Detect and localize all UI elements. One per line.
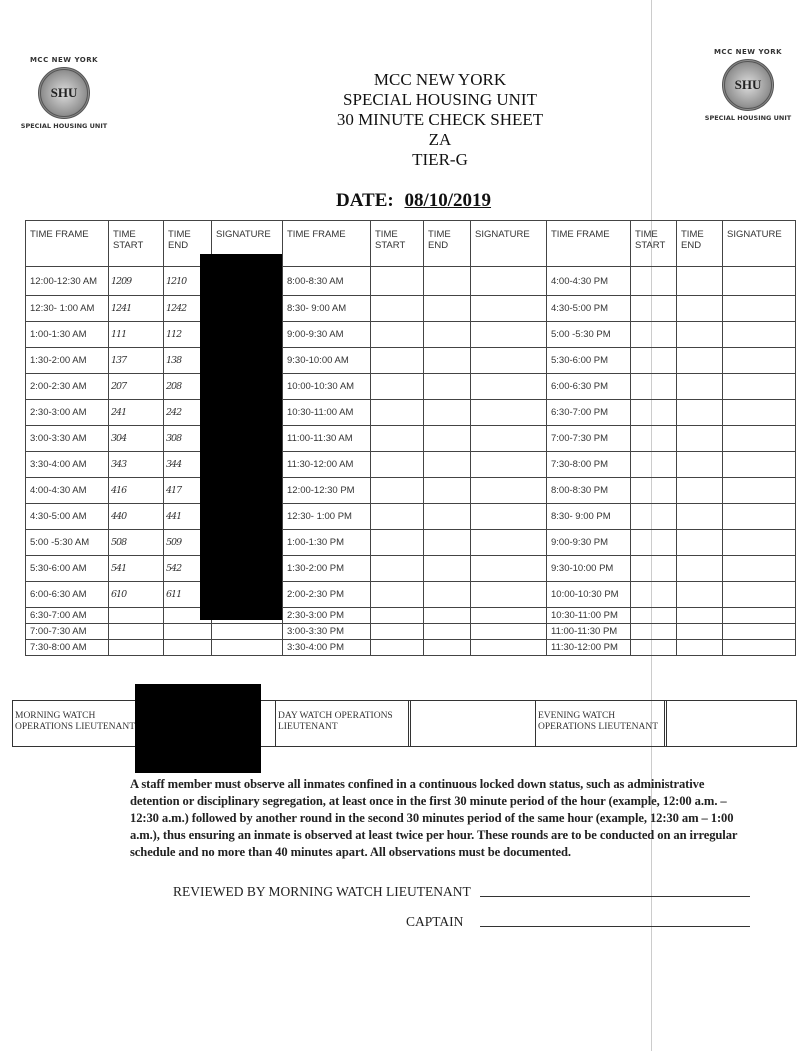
- signature-cell: [471, 400, 547, 426]
- check-sheet-table: [25, 220, 796, 656]
- logo-top-text: MCC NEW YORK: [29, 56, 99, 64]
- time-frame-cell: 11:00-11:30 AM: [283, 426, 371, 452]
- time-frame-cell: 2:00-2:30 PM: [283, 582, 371, 608]
- time-start-cell: [631, 374, 677, 400]
- date-value: 08/10/2019: [404, 190, 492, 211]
- time-end-cell: [677, 504, 723, 530]
- time-end-cell: [677, 624, 723, 640]
- logo-bottom-text: SPECIAL HOUSING UNIT: [20, 122, 108, 130]
- time-start-cell: [371, 267, 424, 296]
- table-row: [26, 267, 796, 296]
- time-frame-cell: 4:00-4:30 PM: [547, 267, 631, 296]
- time-frame-cell: 12:30- 1:00 AM: [26, 296, 109, 322]
- time-start-cell: [371, 608, 424, 624]
- time-end-cell: 509: [164, 530, 212, 556]
- time-frame-cell: 11:00-11:30 PM: [547, 624, 631, 640]
- signature-cell: [471, 640, 547, 656]
- column-header: TIME FRAME: [283, 221, 371, 267]
- time-start-cell: [371, 348, 424, 374]
- table-row: [26, 478, 796, 504]
- time-start-cell: [631, 582, 677, 608]
- time-start-cell: [109, 624, 164, 640]
- time-end-cell: [677, 348, 723, 374]
- time-end-cell: [424, 452, 471, 478]
- evening-watch-label: EVENING WATCH OPERATIONS LIEUTENANT: [535, 701, 664, 746]
- reviewed-signature-line: [480, 896, 750, 897]
- time-start-cell: [371, 582, 424, 608]
- seal-text: SHU: [50, 85, 78, 100]
- time-end-cell: [677, 426, 723, 452]
- time-frame-cell: 3:00-3:30 PM: [283, 624, 371, 640]
- table-row: [26, 400, 796, 426]
- signature-cell: [723, 478, 796, 504]
- time-end-cell: 441: [164, 504, 212, 530]
- day-watch-label: DAY WATCH OPERATIONS LIEUTENANT: [275, 701, 408, 746]
- time-start-cell: 610: [109, 582, 164, 608]
- time-start-cell: 416: [109, 478, 164, 504]
- table-row: [26, 640, 796, 656]
- captain-signature-line: [480, 926, 750, 927]
- signature-cell: [471, 608, 547, 624]
- signature-cell: [212, 640, 283, 656]
- redaction-box: [135, 684, 261, 773]
- time-start-cell: [631, 640, 677, 656]
- time-start-cell: [371, 296, 424, 322]
- time-frame-cell: 4:00-4:30 AM: [26, 478, 109, 504]
- day-watch-signature: [408, 701, 535, 746]
- time-start-cell: [631, 530, 677, 556]
- time-frame-cell: 3:30-4:00 PM: [283, 640, 371, 656]
- time-frame-cell: 2:30-3:00 PM: [283, 608, 371, 624]
- table-row: [26, 426, 796, 452]
- time-start-cell: 541: [109, 556, 164, 582]
- signature-cell: [723, 322, 796, 348]
- time-start-cell: [631, 478, 677, 504]
- signature-cell: [723, 640, 796, 656]
- time-frame-cell: 4:30-5:00 PM: [547, 296, 631, 322]
- time-frame-cell: 7:00-7:30 AM: [26, 624, 109, 640]
- time-end-cell: [424, 322, 471, 348]
- time-frame-cell: 5:00 -5:30 AM: [26, 530, 109, 556]
- redaction-box: [200, 254, 282, 620]
- time-end-cell: [677, 640, 723, 656]
- time-frame-cell: 10:30-11:00 PM: [547, 608, 631, 624]
- time-end-cell: 1242: [164, 296, 212, 322]
- time-end-cell: 242: [164, 400, 212, 426]
- time-end-cell: 308: [164, 426, 212, 452]
- time-frame-cell: 6:00-6:30 PM: [547, 374, 631, 400]
- time-start-cell: [371, 400, 424, 426]
- time-end-cell: 344: [164, 452, 212, 478]
- time-frame-cell: 6:30-7:00 PM: [547, 400, 631, 426]
- signature-cell: [471, 374, 547, 400]
- date-label: DATE:: [336, 190, 394, 211]
- morning-watch-label: MORNING WATCH OPERATIONS LIEUTENANT: [15, 711, 136, 732]
- time-frame-cell: 4:30-5:00 AM: [26, 504, 109, 530]
- signature-cell: [471, 582, 547, 608]
- time-frame-cell: 12:30- 1:00 PM: [283, 504, 371, 530]
- time-end-cell: [164, 640, 212, 656]
- table-row: [26, 374, 796, 400]
- time-start-cell: 343: [109, 452, 164, 478]
- signature-cell: [723, 582, 796, 608]
- column-header: TIME FRAME: [26, 221, 109, 267]
- column-header: TIME START: [631, 221, 677, 267]
- signature-cell: [723, 608, 796, 624]
- column-header: SIGNATURE: [723, 221, 796, 267]
- time-start-cell: [631, 426, 677, 452]
- time-start-cell: 440: [109, 504, 164, 530]
- time-start-cell: 1209: [109, 267, 164, 296]
- time-end-cell: [424, 640, 471, 656]
- time-start-cell: [371, 322, 424, 348]
- time-end-cell: [677, 322, 723, 348]
- time-start-cell: [371, 452, 424, 478]
- time-end-cell: [424, 400, 471, 426]
- time-frame-cell: 8:00-8:30 AM: [283, 267, 371, 296]
- signature-cell: [723, 400, 796, 426]
- time-end-cell: [677, 452, 723, 478]
- time-frame-cell: 11:30-12:00 AM: [283, 452, 371, 478]
- time-end-cell: [424, 374, 471, 400]
- table-row: [26, 452, 796, 478]
- signature-cell: [723, 452, 796, 478]
- time-start-cell: [631, 322, 677, 348]
- signature-cell: [723, 267, 796, 296]
- title-line-2: SPECIAL HOUSING UNIT: [343, 90, 537, 109]
- time-frame-cell: 9:30-10:00 PM: [547, 556, 631, 582]
- time-frame-cell: 1:30-2:00 AM: [26, 348, 109, 374]
- column-header: TIME START: [371, 221, 424, 267]
- time-end-cell: [424, 624, 471, 640]
- title-line-1: MCC NEW YORK: [373, 70, 507, 89]
- signature-cell: [723, 504, 796, 530]
- time-frame-cell: 7:30-8:00 AM: [26, 640, 109, 656]
- time-end-cell: 417: [164, 478, 212, 504]
- time-end-cell: 208: [164, 374, 212, 400]
- time-end-cell: [677, 530, 723, 556]
- time-start-cell: 1241: [109, 296, 164, 322]
- time-end-cell: [677, 296, 723, 322]
- time-start-cell: [371, 504, 424, 530]
- signature-cell: [471, 322, 547, 348]
- time-frame-cell: 8:30- 9:00 PM: [547, 504, 631, 530]
- logo-bottom-text: SPECIAL HOUSING UNIT: [704, 114, 792, 122]
- signature-cell: [471, 556, 547, 582]
- time-start-cell: 111: [109, 322, 164, 348]
- time-start-cell: [631, 452, 677, 478]
- time-frame-cell: 3:30-4:00 AM: [26, 452, 109, 478]
- time-start-cell: [631, 348, 677, 374]
- time-end-cell: [677, 608, 723, 624]
- signature-cell: [471, 624, 547, 640]
- time-start-cell: [371, 624, 424, 640]
- signature-cell: [471, 267, 547, 296]
- table-row: [26, 504, 796, 530]
- time-frame-cell: 9:00-9:30 PM: [547, 530, 631, 556]
- time-start-cell: [631, 608, 677, 624]
- time-end-cell: [677, 478, 723, 504]
- time-frame-cell: 1:30-2:00 PM: [283, 556, 371, 582]
- time-frame-cell: 12:00-12:30 AM: [26, 267, 109, 296]
- time-start-cell: [631, 624, 677, 640]
- time-start-cell: [631, 267, 677, 296]
- time-end-cell: 542: [164, 556, 212, 582]
- signature-cell: [723, 530, 796, 556]
- signature-cell: [471, 348, 547, 374]
- time-start-cell: [109, 640, 164, 656]
- signature-cell: [471, 478, 547, 504]
- time-start-cell: [631, 556, 677, 582]
- time-start-cell: [371, 530, 424, 556]
- time-start-cell: [371, 374, 424, 400]
- time-frame-cell: 2:00-2:30 AM: [26, 374, 109, 400]
- signature-cell: [471, 504, 547, 530]
- table-row: [26, 530, 796, 556]
- signature-cell: [212, 624, 283, 640]
- table-header-row: [26, 221, 796, 267]
- evening-watch-signature: [664, 701, 796, 746]
- time-start-cell: [631, 296, 677, 322]
- signature-cell: [723, 556, 796, 582]
- policy-text: A staff member must observe all inmates confined in a continuous locked down status, such as administrative detention or disciplinary segregation, at least once in the first 30 minute period of the hour (example, 12:00 a.m. – 12:30 a.m.) followed by another round in the second 30 minutes period of the same hour (example, 12:30 am – 1:00 a.m.), thus ensuring an inmate is observed at least twice per hour. These rounds are to be conducted on an irregular schedule and no more than 40 minutes apart. All observations must be documented.: [130, 777, 738, 859]
- time-end-cell: [424, 348, 471, 374]
- time-start-cell: [631, 504, 677, 530]
- time-end-cell: 1210: [164, 267, 212, 296]
- time-frame-cell: 1:00-1:30 PM: [283, 530, 371, 556]
- time-start-cell: 241: [109, 400, 164, 426]
- table-row: [26, 296, 796, 322]
- time-end-cell: [677, 267, 723, 296]
- time-frame-cell: 6:00-6:30 AM: [26, 582, 109, 608]
- time-frame-cell: 8:30- 9:00 AM: [283, 296, 371, 322]
- signature-cell: [723, 296, 796, 322]
- column-header: TIME FRAME: [547, 221, 631, 267]
- time-frame-cell: 2:30-3:00 AM: [26, 400, 109, 426]
- reviewed-by-label: REVIEWED BY MORNING WATCH LIEUTENANT: [173, 884, 471, 899]
- time-frame-cell: 5:30-6:00 PM: [547, 348, 631, 374]
- time-start-cell: 304: [109, 426, 164, 452]
- time-frame-cell: 6:30-7:00 AM: [26, 608, 109, 624]
- time-end-cell: [424, 504, 471, 530]
- time-start-cell: [109, 608, 164, 624]
- time-end-cell: [424, 556, 471, 582]
- title-line-3: 30 MINUTE CHECK SHEET: [336, 110, 544, 129]
- time-end-cell: [424, 426, 471, 452]
- time-frame-cell: 5:00 -5:30 PM: [547, 322, 631, 348]
- signature-cell: [723, 624, 796, 640]
- column-header: TIME END: [677, 221, 723, 267]
- signature-cell: [723, 374, 796, 400]
- time-end-cell: 138: [164, 348, 212, 374]
- time-frame-cell: 9:30-10:00 AM: [283, 348, 371, 374]
- time-start-cell: 508: [109, 530, 164, 556]
- signature-cell: [471, 530, 547, 556]
- captain-label: CAPTAIN: [406, 914, 464, 929]
- seal-text: SHU: [734, 77, 762, 92]
- time-frame-cell: 10:30-11:00 AM: [283, 400, 371, 426]
- signature-cell: [471, 452, 547, 478]
- time-end-cell: [424, 582, 471, 608]
- table-row: [26, 556, 796, 582]
- table-row: [26, 608, 796, 624]
- column-header: SIGNATURE: [471, 221, 547, 267]
- time-end-cell: [424, 530, 471, 556]
- time-start-cell: [371, 426, 424, 452]
- time-frame-cell: 9:00-9:30 AM: [283, 322, 371, 348]
- time-end-cell: [677, 582, 723, 608]
- watch-lieutenant-box: [12, 700, 797, 747]
- time-frame-cell: 1:00-1:30 AM: [26, 322, 109, 348]
- document-title: [0, 70, 812, 170]
- time-end-cell: [164, 624, 212, 640]
- title-line-5: TIER-G: [412, 150, 468, 169]
- time-frame-cell: 7:30-8:00 PM: [547, 452, 631, 478]
- column-header: TIME END: [164, 221, 212, 267]
- time-frame-cell: 12:00-12:30 PM: [283, 478, 371, 504]
- table-row: [26, 624, 796, 640]
- time-end-cell: 112: [164, 322, 212, 348]
- column-header: TIME START: [109, 221, 164, 267]
- time-frame-cell: 8:00-8:30 PM: [547, 478, 631, 504]
- column-header: TIME END: [424, 221, 471, 267]
- time-end-cell: [424, 267, 471, 296]
- time-start-cell: 137: [109, 348, 164, 374]
- time-end-cell: [677, 400, 723, 426]
- time-start-cell: [371, 478, 424, 504]
- time-frame-cell: 10:00-10:30 AM: [283, 374, 371, 400]
- time-start-cell: 207: [109, 374, 164, 400]
- time-frame-cell: 7:00-7:30 PM: [547, 426, 631, 452]
- time-end-cell: [424, 608, 471, 624]
- table-row: [26, 348, 796, 374]
- time-end-cell: [677, 374, 723, 400]
- signature-cell: [471, 296, 547, 322]
- date-field: [336, 190, 491, 212]
- column-header: SIGNATURE: [212, 221, 283, 267]
- time-frame-cell: 3:00-3:30 AM: [26, 426, 109, 452]
- table-row: [26, 582, 796, 608]
- title-line-4: ZA: [428, 130, 452, 149]
- signature-cell: [723, 426, 796, 452]
- time-frame-cell: 10:00-10:30 PM: [547, 582, 631, 608]
- time-start-cell: [631, 400, 677, 426]
- time-end-cell: [677, 556, 723, 582]
- time-frame-cell: 11:30-12:00 PM: [547, 640, 631, 656]
- signature-cell: [471, 426, 547, 452]
- time-frame-cell: 5:30-6:00 AM: [26, 556, 109, 582]
- time-end-cell: [424, 296, 471, 322]
- table-row: [26, 322, 796, 348]
- time-end-cell: 611: [164, 582, 212, 608]
- time-start-cell: [371, 556, 424, 582]
- time-start-cell: [371, 640, 424, 656]
- signature-cell: [723, 348, 796, 374]
- logo-top-text: MCC NEW YORK: [713, 48, 783, 56]
- time-end-cell: [424, 478, 471, 504]
